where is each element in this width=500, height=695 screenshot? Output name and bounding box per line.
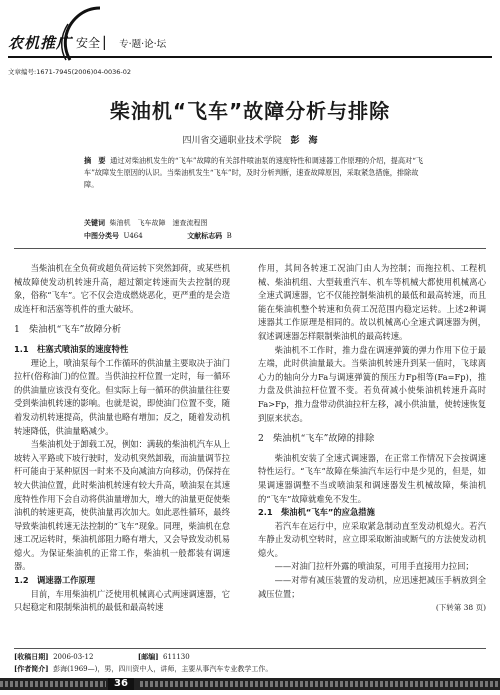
paragraph: ——对油门拉杆外露的喷油泵，可用手直接用力拉回； xyxy=(274,561,474,572)
keywords-label: 关键词 xyxy=(84,219,105,227)
column-name: 专·题·论·坛 xyxy=(119,39,167,50)
abstract xyxy=(84,155,424,191)
article-number: 文章编号:1671-7945(2006)04-0036-02 xyxy=(8,68,132,76)
abstract-label: 摘 要 xyxy=(84,156,106,165)
keywords: 柴油机 飞车故障 速查流程图 xyxy=(109,219,208,227)
paragraph: 当柴油机在全负荷或超负荷运转下突然卸荷，或某些机械故障使发动机转速升高，超过额定转速而失去控制的现象，俗称“飞车”。它不仅会造成燃烧恶化，更严重的是会造成连杆和活塞等机件的重大破坏。 xyxy=(14,263,230,314)
paragraph: 作用，其间各转速工况油门由人为控制；而拖拉机、工程机械、柴油机组、大型载重汽车、机车等机械大都使用机械离心全速式调速器，它不仅能控制柴油机的最低和最高转速，而且能在柴油机整个转速和负荷工况范围内稳定运转。上述2种调速器其工作原理是相同的。故以机械离心全速式调速器为例，叙述调速器怎样限制柴油机的最高转速。 xyxy=(258,263,486,341)
subsection-heading: 1.1 柱塞式喷油泵的速度特性 xyxy=(14,343,129,354)
continued-note: (下转第 38 页) xyxy=(435,603,486,613)
clc-value: U464 xyxy=(123,232,143,240)
left-column xyxy=(14,262,230,615)
author-bio xyxy=(14,664,272,674)
column-divider: ▏ xyxy=(100,36,114,50)
doc-code-value: B xyxy=(226,232,232,240)
author-affiliation: 四川省交通职业技术学院 xyxy=(182,136,282,146)
article-title: 柴油机“飞车”故障分析与排除 xyxy=(109,99,391,123)
section-label xyxy=(76,34,166,51)
section-name: 安全 xyxy=(76,36,101,50)
right-column xyxy=(258,262,486,615)
subsection-heading: 1.2 调速器工作原理 xyxy=(14,575,96,586)
paragraph: 目前，车用柴油机广泛使用机械离心式两速调速器，它只起稳定和限制柴油机的最低和最高转速 xyxy=(14,588,230,613)
paragraph: 若汽车在运行中，应采取紧急制动直至发动机熄火。若汽车静止发动机空转时，应立即采取断油或断气的方法使发动机熄火。 xyxy=(258,520,486,558)
header-rule xyxy=(8,56,492,58)
clc-label: 中图分类号 xyxy=(84,232,119,240)
page-number: 36 xyxy=(108,678,134,690)
received-date: 2006-03-12 xyxy=(53,653,94,661)
keywords-block xyxy=(84,218,207,228)
footer-pattern xyxy=(140,681,500,687)
section-heading: 1 柴油机“飞车”故障分析 xyxy=(14,324,122,336)
header-swoosh-graphic xyxy=(0,6,500,62)
footer-pattern xyxy=(0,681,106,687)
received-info xyxy=(14,652,190,662)
paragraph: 理论上，喷油泵每个工作循环的供油量主要取决于油门拉杆(俗称油门)的位置。当供油拉杆位置一定时，每一循环的供油量应该没有变化。但实际上每一循环的供油量往往要受到柴油机转速的影响。也就是说，即使油门位置不变，随着发动机转速提高，供油量也略有增加；反之，随着发动机转速降低，供油量略减少。 xyxy=(14,357,230,436)
author-bio-label: [作者简介] xyxy=(14,664,49,673)
footer-divider xyxy=(14,648,486,649)
doc-code-label: 文献标志码 xyxy=(187,232,223,240)
author-bio-text: 彭海(1969—)，男，四川资中人，讲师，主要从事汽车专业教学工作。 xyxy=(53,665,273,673)
paragraph: 柴油机安装了全速式调速器，在正常工作情况下会按调速特性运行。“飞车”故障在柴油汽车运行中是少见的，但是，如果调速器调整不当或喷油泵和调速器发生机械故障，柴油机的“飞车”故障就难免不发生。 xyxy=(258,452,486,504)
author-name: 彭 海 xyxy=(290,136,318,146)
classification-block xyxy=(84,231,232,241)
received-label: [收稿日期] xyxy=(14,652,49,661)
abstract-divider xyxy=(14,248,486,249)
postcode-label: [邮编] xyxy=(137,652,159,661)
author-line xyxy=(0,133,500,146)
abstract-text: 通过对柴油机发生的“飞车”故障的有关部件喷油泵的速度特性和调速器工作原理的介绍，提高对“飞车”故障发生原因的认识。当柴油机发生“飞车”时，及时分析判断，速查故障原因，采取紧急措施，排除故障。 xyxy=(84,156,424,189)
section-heading: 2 柴油机“飞车”故障的排除 xyxy=(258,433,375,445)
paragraph: ——对带有减压装置的发动机，应迅速把减压手柄放到全减压位置； xyxy=(258,575,486,599)
footer-bar xyxy=(0,678,500,690)
postcode: 611130 xyxy=(162,653,190,661)
magazine-name: 农机推广 xyxy=(8,34,73,52)
subsection-heading: 2.1 柴油机“飞车”的应急措施 xyxy=(258,507,375,518)
paragraph: 柴油机不工作时，推力盘在调速弹簧的弹力作用下位于最左端，此时供油量最大。当柴油机转速升到某一值时，飞球离心力的轴向分力Fa与调速弹簧的预压力Fp相等(Fa=Fp)，推力盘及供油拉杆位置不变。若负荷减小使柴油机转速升高时Fa>Fp，推力盘带动供油拉杆左移，减小供油量，使转速恢复到原来状态。 xyxy=(258,344,486,423)
paragraph: 当柴油机处于卸载工况，例如：满载的柴油机汽车从上坡转入平路或下坡行驶时，发动机突然卸载，而油量调节拉杆可能由于某种原因一时来不及向减油方向移动，仍保持在较大供油位置，此时柴油机转速有较大升高，喷油泵在其速度特性作用下会自动将供油量增加大，增大的油量更促使柴油机的转速更高，使供油量再次加大。如此恶性循环，最终导致柴油机转速无法控制的“飞车”现象。同理，柴油机在怠速工况运转时，柴油机部阻力略有增大，又会导致发动机易熄火。为保证柴油机的正常工作，柴油机一般都装有调速器。 xyxy=(14,439,230,572)
